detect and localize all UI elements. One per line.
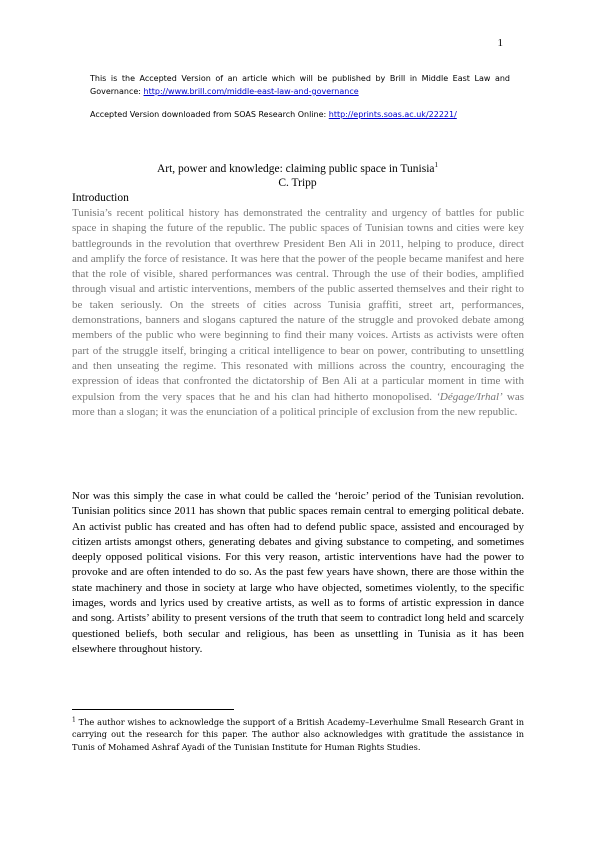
download-text: Accepted Version downloaded from SOAS Research Online: bbox=[90, 110, 327, 119]
paragraph-1-text: Tunisia’s recent political history has demonstrated the centrality and urgency of battles for public space in shaping the future of the republic. The public spaces of Tunisian towns and cities were key battlegrounds in the revolution that overthrew President Ben Ali in 2011, helping to produce, direct and amplify the force of resistance. It was here that the power of the people became manifest and here that the role of visible, shared performances was central. Through the use of their bodies, amplified through visual and artistic interventions, members of the public asserted themselves and their right to be taken seriously. On the streets of cities across Tunisia graffiti, street art, performances, demonstrations, banners and slogans captured the nature of the struggle and provoked debate among members of the public who were beginning to find their many voices. Artists as activists were often part of the struggle itself, bringing a critical intelligence to bear on power, contributing to unsettling and then unseating the regime. This resonated with millions across the country, encouraging the expression of ideas that confronted the dictatorship of Ben Ali at a particular moment in time with expulsion from the very spaces that he and his clan had hitherto monopolised. bbox=[72, 207, 524, 403]
body-paragraph-2: Nor was this simply the case in what could be called the ‘heroic’ period of the Tunisian revolution. Tunisian politics since 2011 has shown that public spaces remain central to emerging political debate. An activist public has created and has often had to defend public space, assisted and encouraged by citizen artists amongst others, generating debates and giving substance to competing, and sometimes deeply opposed political visions. For this very reason, artistic interventions have had the power to provoke and are often intended to do so. As the past few years have shown, there are those within the state machinery and those in society at large who have objected, sometimes violently, to the specific images, words and lyrics used by creative artists, as well as to forms of artistic expression in dance and song. Artists’ ability to present versions of the truth that seem to contradict long held and scarcely questioned beliefs, both secular and religious, has been as unsettling in Tunisia as it has been elsewhere throughout history. bbox=[72, 490, 524, 655]
accepted-version-text: This is the Accepted Version of an article which will be published by Brill in Middle East Law and Governance: bbox=[90, 74, 510, 96]
repository-link[interactable]: http://eprints.soas.ac.uk/22221/ bbox=[328, 110, 457, 119]
article-title bbox=[72, 162, 523, 177]
body-paragraph-1 bbox=[72, 206, 524, 420]
footnote-text: The author wishes to acknowledge the support of a British Academy–Leverhulme Small Research Grant in carrying out the research for this paper. The author also acknowledges with gratitude the assistance in Tunis of Mohamed Ashraf Ayadi of the Tunisian Institute for Human Rights Studies. bbox=[72, 717, 524, 752]
download-notice bbox=[90, 108, 510, 121]
accepted-version-notice bbox=[90, 72, 510, 98]
footnote-divider bbox=[72, 709, 234, 710]
paragraph-1-ending: was more than a slogan; it was the enunciation of a political principle of exclusion from the new republic. bbox=[72, 390, 524, 418]
footnote-mark: 1 bbox=[72, 716, 76, 724]
paragraph-1-slogan: ‘Dégage/Irhal’ bbox=[436, 390, 503, 403]
article-title-text: Art, power and knowledge: claiming public space in Tunisia bbox=[156, 163, 435, 175]
page-number: 1 bbox=[497, 37, 503, 49]
article-author: C. Tripp bbox=[278, 177, 317, 189]
footnote bbox=[72, 716, 524, 753]
title-footnote-mark[interactable]: 1 bbox=[434, 161, 439, 170]
publisher-link[interactable]: http://www.brill.com/middle-east-law-and-governance bbox=[143, 87, 359, 96]
section-heading: Introduction bbox=[72, 192, 129, 204]
